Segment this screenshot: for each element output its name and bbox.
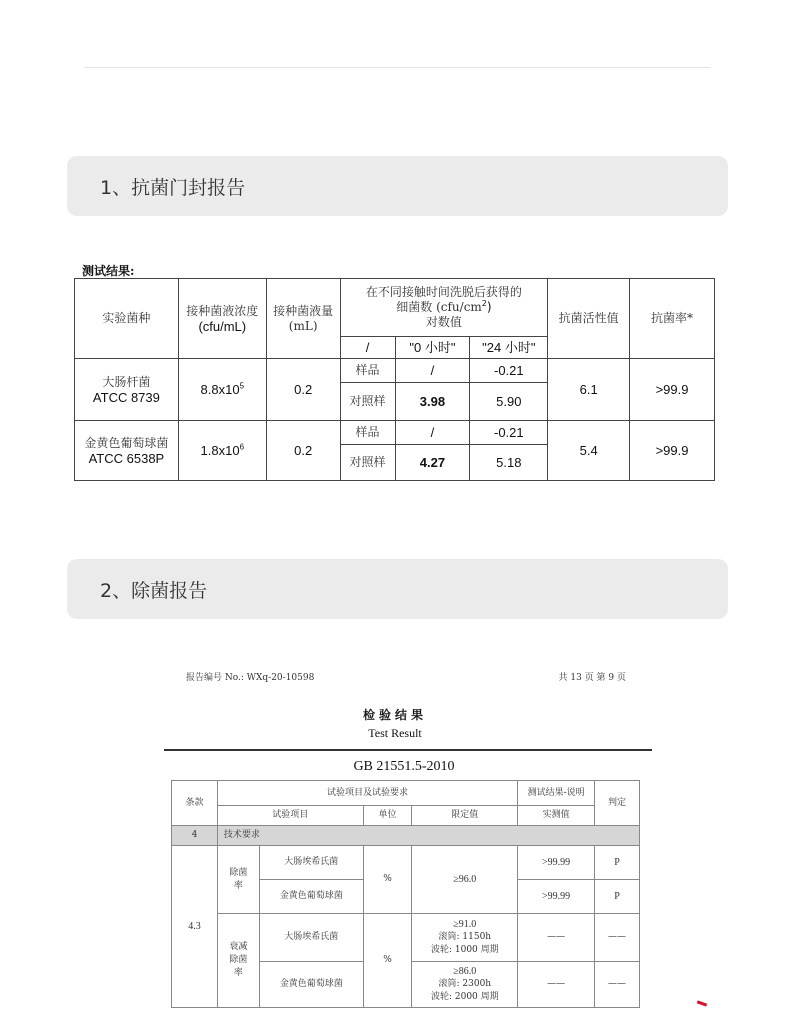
header-concentration: 接种菌液浓度 (cfu/mL) (178, 279, 266, 359)
rate-cell: >99.9 (630, 359, 715, 421)
header-bacteria-count: 在不同接触时间洗脱后获得的 细菌数 $(cfu/cm^2)$ 对数值 (340, 279, 548, 337)
table-row: 大肠杆菌 ATCC 8739 $8.8x10^5$ 0.2 样品 / -0.21 6.1 >99.9 (75, 359, 715, 383)
report-meta (186, 670, 626, 683)
header-rate: 抗菌率* (630, 279, 715, 359)
table-row: 对照样 4.27 5.18 (75, 445, 715, 481)
report-number: 报告编号 No.: WXq-20-10598 (186, 673, 315, 683)
title-rule (164, 749, 652, 751)
table-row: 金黄色葡萄球菌 ≥86.0 滚筒: 2300h 波轮: 2000 周期 —— —— (172, 962, 640, 1008)
section-title: 1、抗菌门封报告 (100, 176, 246, 199)
table-row: 4.3 除菌率 大肠埃希氏菌 % ≥96.0 >99.99 P (172, 846, 640, 880)
concentration-cell: $8.8x10^5$ (178, 359, 266, 421)
section-header-sterilization (67, 559, 728, 619)
table-row: 金黄色葡萄球菌 ATCC 6538P $1.8x10^6$ 0.2 样品 / -0.21 5.4 >99.9 (75, 421, 715, 445)
page-info: 共 13 页 第 9 页 (558, 673, 626, 683)
section-header-antibacterial-seal (67, 156, 728, 216)
header-row: 条款 试验项目及试验要求 测试结果-说明 判定 (172, 781, 640, 806)
strain-cell: 金黄色葡萄球菌 ATCC 6538P (75, 421, 179, 481)
header-activity: 抗菌活性值 (548, 279, 630, 359)
table-row: 衰减除菌率 大肠埃希氏菌 % ≥91.0 滚筒: 1150h 波轮: 1000 周期 —— —— (172, 914, 640, 962)
test-results-label: 测试结果: (82, 264, 135, 278)
top-divider (84, 67, 710, 68)
activity-cell: 6.1 (548, 359, 630, 421)
tech-requirements-row: 4 技术要求 (172, 826, 640, 846)
report-title-cn: 检验结果 (362, 708, 427, 722)
strain-cell: 大肠杆菌 ATCC 8739 (75, 359, 179, 421)
header-row (75, 279, 715, 337)
antibacterial-results-table (74, 278, 715, 481)
standard-code: GB 21551.5-2010 (353, 759, 455, 774)
volume-cell: 0.2 (266, 421, 340, 481)
table-row: 金黄色葡萄球菌 >99.99 P (172, 880, 640, 914)
section-title: 2、除菌报告 (100, 579, 208, 602)
rate-cell: >99.9 (630, 421, 715, 481)
concentration-cell: $1.8x10^6$ (178, 421, 266, 481)
header-strain: 实验菌种 (75, 279, 179, 359)
red-stamp-mark (697, 1000, 707, 1006)
subheader-row: 试验项目 单位 限定值 实测值 (172, 806, 640, 826)
table-row: 对照样 3.98 5.90 (75, 383, 715, 421)
subheader-row: / "0 小时" "24 小时" (75, 337, 715, 359)
header-volume: 接种菌液量(mL) (266, 279, 340, 359)
activity-cell: 5.4 (548, 421, 630, 481)
volume-cell: 0.2 (266, 359, 340, 421)
report-title-en: Test Result (368, 726, 422, 740)
sterilization-results-table (171, 780, 640, 1008)
